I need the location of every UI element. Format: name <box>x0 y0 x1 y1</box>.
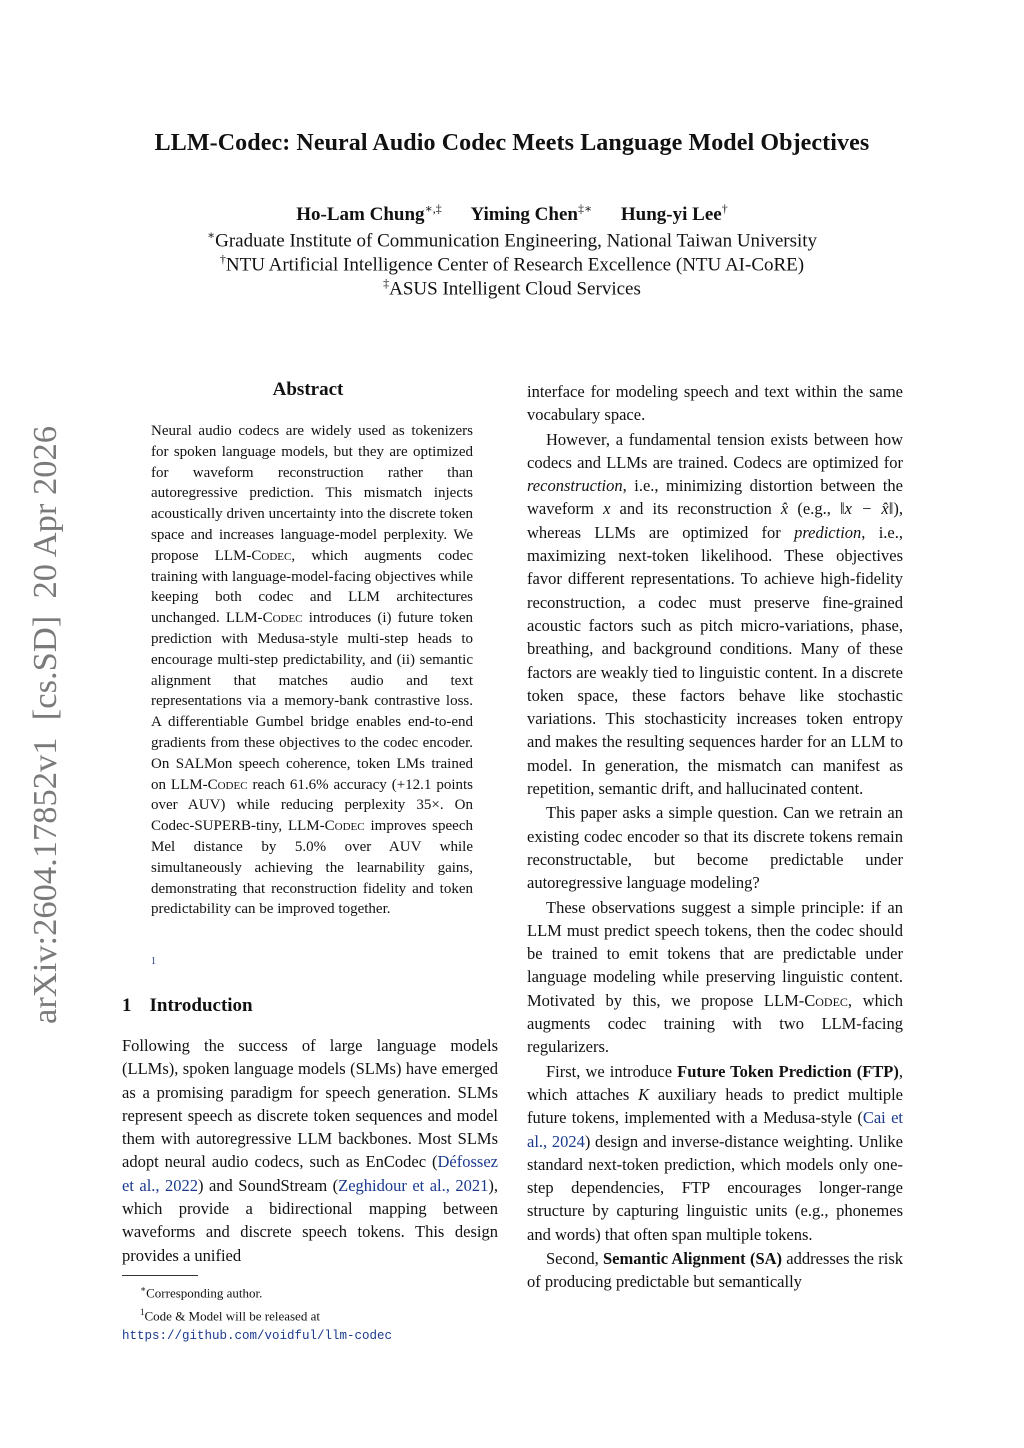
citation-link[interactable]: Zeghidour et al., 2021 <box>338 1175 489 1195</box>
affiliation-mark: ‡ <box>383 276 390 290</box>
footnotes <box>122 1280 502 1345</box>
author-marks: ∗,‡ <box>424 202 442 216</box>
paragraph <box>527 428 903 801</box>
para-text: auxiliary heads to predict multiple future tokens, implemented with a Medusa-style ( <box>527 1084 903 1128</box>
codec-smallcaps: Codec <box>251 547 292 564</box>
codec-smallcaps: Codec <box>207 776 248 793</box>
math-norm: ‖x − x̂‖ <box>840 499 894 519</box>
emphasis: reconstruction <box>527 476 623 496</box>
section-number: 1 <box>122 995 132 1016</box>
para-text: ), whereas LLMs are optimized for <box>527 499 904 542</box>
abstract-heading: Abstract <box>272 379 344 400</box>
author-marks: † <box>721 202 728 216</box>
author <box>296 204 441 225</box>
author-marks: ‡∗ <box>577 202 593 216</box>
citation-link[interactable]: Défossez et al., 2022 <box>122 1152 498 1195</box>
author-name: Ho-Lam Chung <box>296 204 425 226</box>
code-url-link[interactable]: https://github.com/voidful/llm-codec <box>122 1328 393 1343</box>
arxiv-identifier-stamp <box>22 424 66 1024</box>
paper-title: LLM-Codec: Neural Audio Codec Meets Language Model Objectives <box>154 130 870 156</box>
para-text: (e.g., <box>788 499 840 519</box>
author <box>470 204 592 225</box>
footnote-text: Code & Model will be released at <box>144 1308 320 1324</box>
para-text: ) design and inverse-distance weighting. Unlike standard next-token prediction, which models only one-step dependencies, FTP encourages longer-range structure by capturing linguistic units (e.g., phonemes and words) that often span multiple tokens. <box>527 1131 903 1244</box>
emphasis: prediction <box>794 522 862 542</box>
paragraph <box>527 1247 903 1294</box>
author-name: Hung-yi Lee <box>620 204 722 226</box>
footnote-mark: 1 <box>140 1306 145 1317</box>
introduction-paragraph <box>122 1034 498 1267</box>
para-text: and its reconstruction <box>610 499 781 519</box>
affiliation <box>0 228 1024 252</box>
abstract-text: improves speech Mel distance by 5.0% over AUV while simultaneously achieving the learnability gains, demonstrating that reconstruction fidelity and token predictability can be improved together. <box>151 818 473 918</box>
abstract-text: , which augments codec training with language-model-facing objectives while keeping both codec and LLM architectures unchanged. LLM- <box>151 547 473 627</box>
codec-smallcaps: Codec <box>324 818 365 835</box>
footnote-mark: ∗ <box>140 1284 147 1294</box>
para-text: However, a fundamental tension exists between how codecs and LLMs are trained. Codecs are optimized for <box>527 429 903 472</box>
abstract-body <box>151 421 473 920</box>
affiliation-text: NTU Artificial Intelligence Center of Research Excellence (NTU AI-CoRE) <box>225 254 805 276</box>
paragraph <box>527 896 903 1059</box>
intro-text: Following the success of large language models (LLMs), spoken language models (SLMs) have emerged as a promising paradigm for speech generation. SLMs represent speech as discrete token sequences and model them with autoregressive LLM backbones. Most SLMs adopt neural audio codecs, such as EnCodec ( <box>122 1036 498 1172</box>
para-text: , which attaches <box>527 1061 903 1104</box>
bold-term: Future Token Prediction (FTP) <box>677 1061 899 1081</box>
intro-text: ), which provide a bidirectional mapping between waveforms and discrete speech tokens. This design provides a unified <box>122 1175 498 1265</box>
math-var: x <box>603 499 611 519</box>
footnote-text: Corresponding author. <box>146 1285 263 1301</box>
para-text: First, we introduce <box>546 1061 678 1081</box>
paragraph: interface for modeling speech and text within the same vocabulary space. <box>527 382 903 425</box>
para-text: , which augments codec training with two LLM-facing regularizers. <box>527 990 904 1057</box>
author-list <box>0 202 1024 226</box>
codec-smallcaps: Codec <box>262 610 303 627</box>
affiliation <box>0 276 1024 300</box>
intro-text: ) and SoundStream ( <box>198 1175 339 1195</box>
citation-link[interactable]: Cai et al., 2024 <box>527 1108 903 1151</box>
footnote-divider <box>122 1275 198 1276</box>
affiliation <box>0 252 1024 276</box>
para-text: , i.e., maximizing next-token likelihood. These objectives favor different representations. To achieve high-fidelity reconstruction, a codec must preserve fine-grained acoustic factors such as pitch micro-variations, phase, breathing, and background conditions. Many of these factors are weakly tied to linguistic content. In a discrete token space, these factors behave like stochastic variations. This stochasticity increases token entropy and makes the resulting sequences harder for an LLM to model. In generation, the mismatch can manifest as repetition, semantic drift, and hallucinated content. <box>527 522 903 799</box>
paragraph <box>527 1060 903 1246</box>
footnote <box>122 1303 502 1345</box>
math-var: x̂ <box>780 499 789 519</box>
author <box>621 204 728 225</box>
abstract-footnote-link[interactable]: 1 <box>151 956 156 967</box>
section-title: Introduction <box>149 995 253 1016</box>
affiliation-text: ASUS Intelligent Cloud Services <box>389 278 641 300</box>
affiliation-mark: † <box>219 252 226 266</box>
right-column <box>527 380 903 1294</box>
para-text: These observations suggest a simple principle: if an LLM must predict speech tokens, then the codec should be trained to emit tokens that are predictable under language modeling while preserving linguistic content. Motivated by this, we propose LLM- <box>527 897 903 1010</box>
para-text: , i.e., minimizing distortion between the waveform <box>527 476 903 519</box>
bold-term: Semantic Alignment (SA) <box>602 1248 783 1268</box>
author-name: Yiming Chen <box>470 204 578 226</box>
math-var: K <box>638 1084 650 1104</box>
paragraph: This paper asks a simple question. Can we retrain an existing codec encoder so that its discrete tokens remain reconstructable, but become predictable under autoregressive language modeling? <box>527 803 903 893</box>
footnote <box>122 1280 502 1303</box>
codec-smallcaps: Codec <box>804 990 848 1010</box>
affiliation-text: Graduate Institute of Communication Engineering, National Taiwan University <box>215 230 818 252</box>
abstract-text: Neural audio codecs are widely used as tokenizers for spoken language models, but they are optimized for waveform reconstruction rather than autoregressive prediction. This mismatch injects acoustically driven uncertainty into the discrete token space and increases language-model perplexity. We propose LLM- <box>151 423 473 564</box>
arxiv-stamp-text: arXiv:2604.17852v1 [cs.SD] 20 Apr 2026 <box>27 434 64 1024</box>
abstract-text: reach 61.6% accuracy (+12.1 points over AUV) while reducing perplexity 35×. On Codec-SUPERB-tiny, LLM- <box>151 776 473 835</box>
para-text: Second, <box>546 1248 603 1268</box>
para-text: addresses the risk of producing predictable but semantically <box>527 1248 903 1292</box>
abstract-text: introduces (i) future token prediction with Medusa-style multi-step heads to encourage multi-step predictability, and (ii) semantic alignment that matches audio and text representations via a memory-bank contrastive loss. A differentiable Gumbel bridge enables end-to-end gradients from these objectives to the codec encoder. On SALMon speech coherence, token LMs trained on LLM- <box>151 610 473 793</box>
affiliation-mark: ∗ <box>206 228 216 242</box>
section-heading <box>122 995 253 1017</box>
